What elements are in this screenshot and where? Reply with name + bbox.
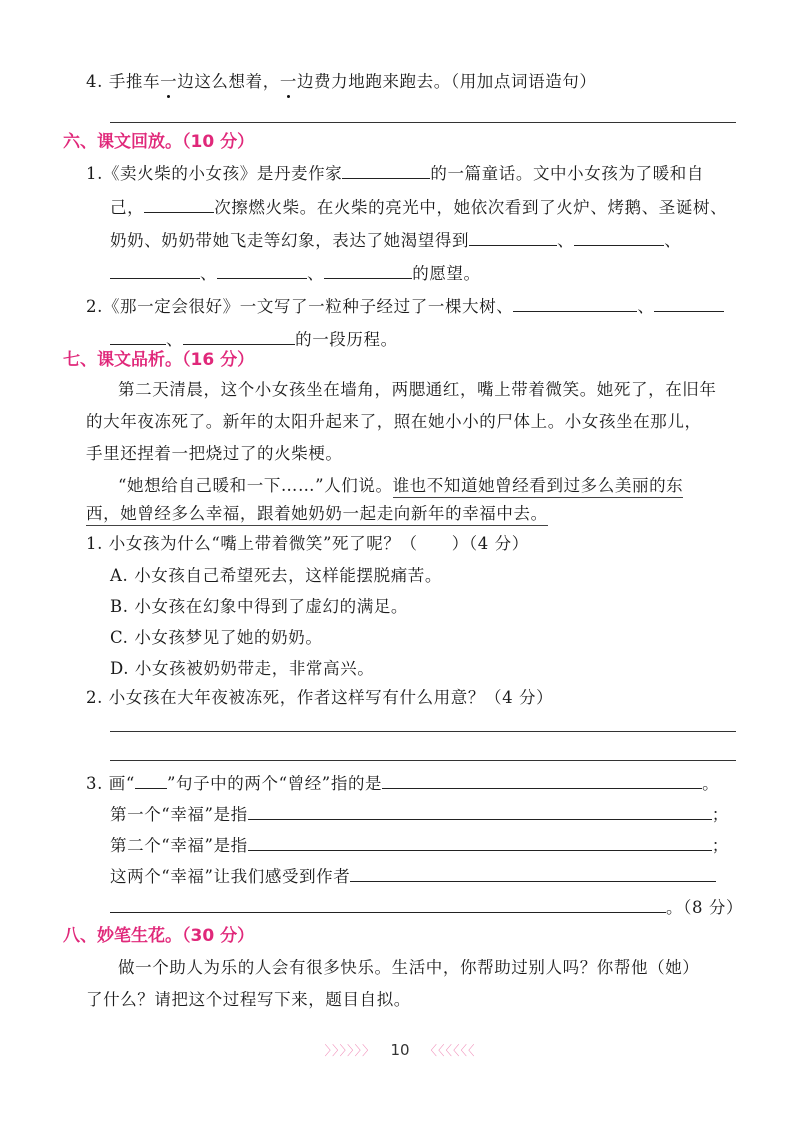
- option-a[interactable]: A. 小女孩自己希望死去，这样能摆脱痛苦。: [110, 566, 443, 585]
- q7-3-line-4: [110, 863, 716, 889]
- blank-happiness-1[interactable]: [248, 801, 712, 820]
- section-8-title: 八、妙笔生花。（30 分）: [63, 926, 255, 946]
- text: 。: [702, 774, 720, 793]
- passage-line-4: [118, 474, 683, 498]
- text: 己，: [110, 198, 145, 217]
- q7-3-line-1: [86, 770, 719, 796]
- blank-happiness-2[interactable]: [248, 832, 712, 851]
- q7-2: 2. 小女孩在大年夜被冻死，作者这样写有什么用意？（4 分）: [86, 688, 554, 707]
- text: 奶奶、奶奶带她飞走等幻象，表达了她渴望得到: [110, 231, 470, 250]
- passage-line-3: 手里还捏着一把烧过了的火柴梗。: [86, 444, 343, 463]
- text: 、: [637, 297, 655, 316]
- sec6-line-4: [110, 260, 481, 286]
- blank-wish-4[interactable]: [217, 260, 307, 279]
- text: 第二个“幸福”是指: [110, 836, 248, 855]
- text: 第一个“幸福”是指: [110, 805, 248, 824]
- blank-wish-1[interactable]: [469, 227, 557, 246]
- blank-seed-2b[interactable]: [110, 326, 166, 345]
- section-6-title: 六、课文回放。（10 分）: [63, 132, 255, 152]
- underlined-sentence: 西，她曾经多么幸福，跟着她奶奶一起走向新年的幸福中去。: [86, 504, 548, 526]
- text: 次擦燃火柴。在火柴的亮光中，她依次看到了火炉、烤鹅、圣诞树、: [214, 198, 728, 217]
- blank-ceng-jing[interactable]: [382, 770, 702, 789]
- page-number: 10: [390, 1041, 410, 1059]
- option-d[interactable]: D. 小女孩被奶奶带走，非常高兴。: [110, 659, 375, 678]
- footer-arrows-left: 〈〈〈〈〈〈: [424, 1044, 476, 1059]
- text: 、: [307, 264, 325, 283]
- q7-1: 1. 小女孩为什么“嘴上带着微笑”死了呢？（ ）（4 分）: [86, 534, 529, 553]
- q7-3-line-3: [110, 832, 729, 858]
- sec6-line-5: [86, 293, 724, 319]
- passage-line-2: 的大年夜冻死了。新年的太阳升起来了，照在她小小的尸体上。小女孩坐在那儿，: [86, 412, 702, 431]
- text: ；: [711, 836, 729, 855]
- page-footer: [0, 1040, 800, 1059]
- text: 的一篇童话。文中小女孩为了暖和自: [430, 164, 704, 183]
- blank-author[interactable]: [342, 160, 430, 179]
- q4-text: 边费力地跑来跑去。（用加点词语造句）: [296, 72, 597, 91]
- text: 、: [200, 264, 218, 283]
- blank-seed-2a[interactable]: [654, 293, 724, 312]
- blank-author-feeling[interactable]: [350, 863, 716, 882]
- blank-seed-1[interactable]: [513, 293, 637, 312]
- q7-2-answer-line-2[interactable]: [110, 760, 736, 761]
- sec8-line-1: 做一个助人为乐的人会有很多快乐。生活中，你帮助过别人吗？你帮他（她）: [118, 958, 700, 977]
- sec6-line-2: [110, 194, 727, 220]
- dotted-char: 一: [160, 72, 178, 91]
- text: 1.《卖火柴的小女孩》是丹麦作家: [86, 164, 343, 183]
- section-7-title: 七、课文品析。（16 分）: [63, 350, 255, 370]
- blank-wish-5[interactable]: [324, 260, 412, 279]
- blank-count[interactable]: [144, 194, 214, 213]
- blank-author-feeling-2[interactable]: [110, 894, 666, 913]
- q4-text: 手推车: [108, 72, 161, 91]
- sec6-line-3: [110, 227, 681, 253]
- q4-line: [86, 70, 597, 94]
- q7-2-answer-line-1[interactable]: [110, 731, 736, 732]
- blank-seed-3[interactable]: [183, 326, 295, 345]
- q4-answer-line[interactable]: [110, 122, 736, 123]
- text: 、: [664, 231, 682, 250]
- text: 的愿望。: [412, 264, 481, 283]
- sec6-line-1: [86, 160, 704, 186]
- text: 3. 画“: [86, 774, 135, 793]
- option-b[interactable]: B. 小女孩在幻象中得到了虚幻的满足。: [110, 597, 409, 616]
- text: ；: [711, 805, 729, 824]
- dotted-char: 一: [279, 72, 297, 91]
- text: 这两个“幸福”让我们感受到作者: [110, 867, 351, 886]
- text: 、: [557, 231, 575, 250]
- blank-wish-3[interactable]: [110, 260, 200, 279]
- text: 。（8 分）: [666, 898, 744, 917]
- sec8-line-2: 了什么？请把这个过程写下来，题目自拟。: [86, 990, 411, 1009]
- text: 、: [166, 330, 184, 349]
- text: ”句子中的两个“曾经”指的是: [166, 774, 383, 793]
- footer-arrows-right: 〉〉〉〉〉〉: [324, 1044, 376, 1059]
- q4-text: 边这么想着，: [177, 72, 280, 91]
- option-c[interactable]: C. 小女孩梦见了她的奶奶。: [110, 628, 323, 647]
- underlined-sentence: 谁也不知道她曾经看到过多么美丽的东: [393, 476, 684, 498]
- q7-3-line-2: [110, 801, 729, 827]
- text: 的一段历程。: [295, 330, 398, 349]
- passage-line-5: [86, 502, 548, 526]
- text: 2.《那一定会很好》一文写了一粒种子经过了一棵大树、: [86, 297, 514, 316]
- underline-sample: [135, 774, 167, 789]
- text: “她想给自己暖和一下……”人们说。: [118, 476, 393, 495]
- blank-wish-2[interactable]: [574, 227, 664, 246]
- passage-line-1: 第二天清晨，这个小女孩坐在墙角，两腮通红，嘴上带着微笑。她死了，在旧年: [118, 380, 717, 399]
- q4-number: 4.: [86, 72, 103, 91]
- q7-3-line-5: [110, 894, 743, 920]
